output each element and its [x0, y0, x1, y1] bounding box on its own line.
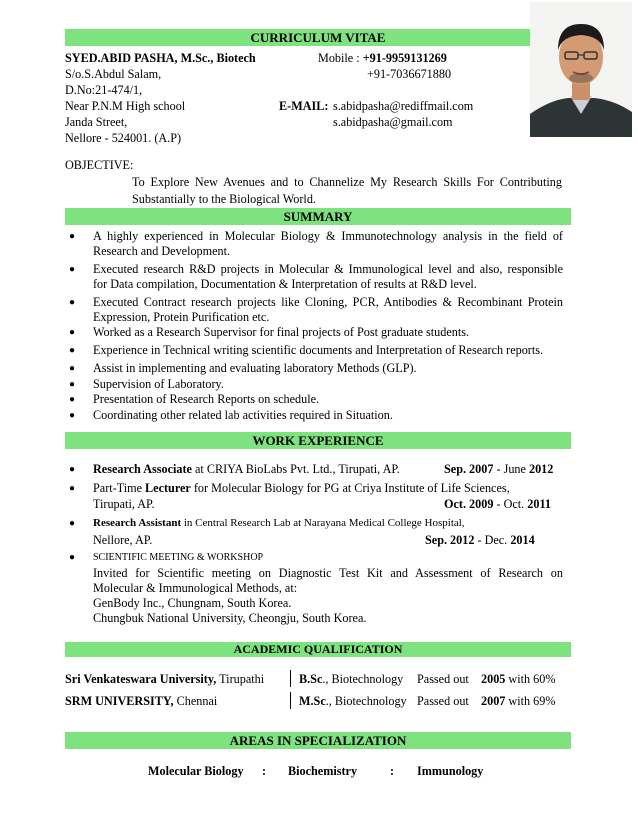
job-3-role: Research Assistant [93, 517, 182, 529]
year-1: 2005 [481, 672, 506, 686]
address-line-3: Near P.N.M High school [65, 99, 186, 113]
summary-item-line: A highly experienced in Molecular Biology & Immunotechnology analysis in the field of [93, 229, 563, 243]
work-heading: WORK EXPERIENCE [252, 433, 384, 448]
job-3-line-2: Nellore, AP. [93, 533, 153, 547]
meeting-line-3: GenBody Inc., Chungnam, South Korea. [93, 596, 292, 610]
academic-row-1-uni [65, 672, 264, 687]
degree-2: M.Sc [299, 694, 326, 708]
summary-item [93, 343, 563, 358]
bullet-icon: ● [69, 345, 76, 356]
job-2-dates [444, 497, 551, 512]
email-2: s.abidpasha@gmail.com [333, 115, 453, 129]
mobile-line [318, 51, 447, 66]
candidate-name: SYED.ABID PASHA, M.Sc., Biotech [65, 51, 256, 65]
job-1-start: Sep. 2007 [444, 462, 494, 476]
job-1-place: at CRIYA BioLabs Pvt. Ltd., Tirupati, AP. [191, 462, 400, 476]
page-title: CURRICULUM VITAE [250, 30, 386, 45]
academic-heading: ACADEMIC QUALIFICATION [233, 642, 403, 656]
address-line-2: D.No:21-474/1, [65, 83, 143, 97]
degree-1-field: ., Biotechnology [322, 672, 404, 686]
bullet-icon: ● [69, 379, 76, 390]
bullet-icon: ● [69, 518, 76, 529]
bullet-icon: ● [69, 327, 76, 338]
job-2 [93, 481, 510, 496]
summary-item-line: Assist in implementing and evaluating laboratory Methods (GLP). [93, 361, 417, 375]
portrait-image [530, 2, 632, 137]
address-line-5: Nellore - 524001. (A.P) [65, 131, 182, 145]
job-3-end: 2014 [510, 533, 535, 547]
job-1-role: Research Associate [93, 462, 192, 476]
summary-item-line: Supervision of Laboratory. [93, 377, 224, 391]
bullet-icon: ● [69, 483, 76, 494]
area-sep-1: : [262, 764, 267, 778]
uni-2-city: Chennai [173, 694, 218, 708]
meeting-line-4: Chungbuk National University, Cheongju, South Korea. [93, 611, 367, 625]
bullet-icon: ● [69, 394, 76, 405]
summary-item-line: Coordinating other related lab activities required in Situation. [93, 408, 393, 422]
degree-2-field: ., Biotechnology [325, 694, 407, 708]
job-2-pre: Part-Time [93, 481, 146, 495]
pct-1: with 60% [505, 672, 556, 686]
summary-item [93, 361, 563, 376]
academic-row-1-degree [299, 672, 403, 687]
bullet-icon: ● [69, 297, 76, 308]
degree-1: B.Sc [299, 672, 323, 686]
job-1 [93, 462, 400, 477]
summary-item-line: Executed Contract research projects like Cloning, PCR, Antibodies & Recombinant Protein [93, 295, 563, 309]
job-1-end: 2012 [528, 462, 554, 476]
job-1-sep: - June [493, 462, 529, 476]
email-label: E-MAIL: [279, 99, 329, 113]
job-1-dates [444, 462, 553, 477]
areas-bar [65, 732, 571, 749]
uni-2-name: SRM UNIVERSITY, [65, 694, 174, 708]
work-bar [65, 432, 571, 449]
areas-heading: AREAS IN SPECIALIZATION [229, 733, 407, 748]
job-3-dates [425, 533, 535, 548]
summary-heading: SUMMARY [283, 209, 353, 224]
bullet-icon: ● [69, 363, 76, 374]
job-2-sep: - Oct. [493, 497, 528, 511]
summary-item [93, 262, 563, 292]
pct-2: with 69% [505, 694, 556, 708]
job-2-line-2: Tirupati, AP. [93, 497, 155, 511]
academic-row-2-uni [65, 694, 217, 709]
address-line-1: S/o.S.Abdul Salam, [65, 67, 162, 81]
job-3-start: Sep. 2012 [425, 533, 475, 547]
bullet-icon: ● [69, 464, 76, 475]
summary-item [93, 377, 563, 392]
summary-item-line: Expression, Protein Purification etc. [93, 310, 270, 324]
academic-row-1-year [481, 672, 555, 687]
job-2-place: for Molecular Biology for PG at Criya Institute of Life Sciences, [190, 481, 510, 495]
summary-item [93, 325, 563, 340]
summary-item-line: Worked as a Research Supervisor for final projects of Post graduate students. [93, 325, 470, 339]
mobile-number-2: +91-7036671880 [367, 67, 452, 81]
academic-row-2-passed: Passed out [417, 694, 469, 708]
year-2: 2007 [481, 694, 506, 708]
bullet-icon: ● [69, 552, 76, 563]
uni-1-name: Sri Venkateswara University, [65, 672, 217, 686]
title-bar [65, 29, 571, 46]
profile-photo [530, 2, 632, 137]
summary-item [93, 295, 563, 325]
bullet-icon: ● [69, 264, 76, 275]
meeting-details [93, 566, 563, 626]
summary-item-line: for Data compilation, Documentation & Interpretation of results at R&D level. [93, 277, 477, 291]
area-1: Molecular Biology [148, 764, 244, 778]
objective-label: OBJECTIVE: [65, 158, 134, 172]
objective-line-1: To Explore New Avenues and to Channelize My Research Skills For Contributing [132, 175, 562, 189]
summary-item-line: Research and Development. [93, 244, 231, 258]
academic-bar [65, 642, 571, 657]
meeting-line-2 [93, 581, 563, 596]
uni-1-city: Tirupathi [216, 672, 265, 686]
job-3-sep: - Dec. [474, 533, 511, 547]
job-2-role: Lecturer [145, 481, 191, 495]
mobile-label: Mobile : [318, 51, 363, 65]
summary-item-line: Presentation of Research Reports on schedule. [93, 392, 320, 406]
job-3 [93, 516, 465, 531]
academic-row-2-year [481, 694, 555, 709]
address-line-4: Janda Street, [65, 115, 128, 129]
job-2-start: Oct. 2009 [444, 497, 494, 511]
divider [290, 670, 291, 687]
email-1: s.abidpasha@rediffmail.com [333, 99, 474, 113]
summary-bar [65, 208, 571, 225]
summary-item [93, 229, 563, 259]
job-2-end: 2011 [527, 497, 551, 511]
bullet-icon: ● [69, 231, 76, 242]
bullet-icon: ● [69, 410, 76, 421]
mobile-number-1: +91-9959131269 [362, 51, 447, 65]
academic-row-2-degree [299, 694, 407, 709]
summary-item-line: Experience in Technical writing scientific documents and Interpretation of Research reports. [93, 343, 544, 357]
job-3-place: in Central Research Lab at Narayana Medical College Hospital, [181, 517, 465, 529]
area-3: Immunology [417, 764, 484, 778]
objective-line-2: Substantially to the Biological World. [132, 192, 316, 206]
academic-row-1-passed: Passed out [417, 672, 469, 686]
summary-item-line: Executed research R&D projects in Molecular & Immunological level and also, responsible [93, 262, 563, 276]
area-2: Biochemistry [288, 764, 358, 778]
area-sep-2: : [390, 764, 395, 778]
summary-item [93, 392, 563, 407]
meeting-line-2-text: Molecular & Immunological Methods, at: [93, 581, 298, 595]
divider [290, 692, 291, 709]
summary-item [93, 408, 563, 423]
meeting-title: SCIENTIFIC MEETING & WORKSHOP [93, 552, 264, 563]
meeting-line-1: Invited for Scientific meeting on Diagnostic Test Kit and Assessment of Research on [93, 566, 563, 580]
